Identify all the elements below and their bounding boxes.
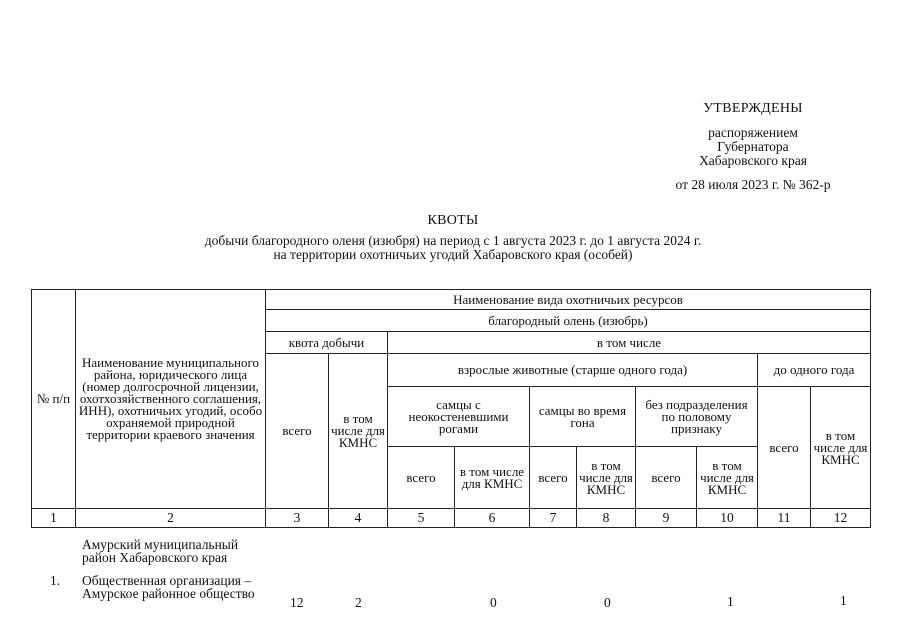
header-unossified-kmns: в том числе для КМНС (455, 447, 530, 509)
row-number: 1. (50, 573, 61, 588)
header-resource-type: Наименование вида охотничьих ресурсов (266, 290, 871, 310)
header-no-sex-kmns: в том числе для КМНС (697, 447, 758, 509)
header-rut-kmns: в том числе для КМНС (577, 447, 636, 509)
column-number: 9 (636, 509, 697, 528)
title-line-2: на территории охотничьих угодий Хабаровского края (особей) (273, 247, 633, 262)
approval-date: от 28 июля 2023 г. № 362-р (675, 177, 831, 192)
header-males-rut: самцы во время гона (530, 387, 636, 447)
header-adults: взрослые животные (старше одного года) (388, 354, 758, 387)
column-number: 11 (758, 509, 811, 528)
row-value-col6: 0 (490, 595, 497, 610)
column-number: 10 (697, 509, 758, 528)
header-quota-kmns: в том числе для КМНС (329, 354, 388, 509)
header-under-one-kmns: в том числе для КМНС (811, 387, 871, 509)
row-name: Общественная организация – Амурское районное общество (82, 573, 255, 601)
quota-table (31, 289, 871, 528)
header-quota: квота добычи (266, 332, 388, 354)
approval-line-1: распоряжением (708, 125, 798, 140)
column-number: 12 (811, 509, 871, 528)
title-line-1: добычи благородного оленя (изюбря) на период с 1 августа 2023 г. до 1 августа 2024 г. (204, 233, 702, 248)
header-quota-total: всего (266, 354, 329, 509)
column-number: 2 (76, 509, 266, 528)
row-value-col12: 1 (840, 593, 847, 608)
approval-line-3: Хабаровского края (699, 153, 807, 168)
approval-block (668, 102, 838, 192)
column-number: 7 (530, 509, 577, 528)
header-species: благородный олень (изюбрь) (266, 310, 871, 332)
column-number: 8 (577, 509, 636, 528)
column-number: 1 (32, 509, 76, 528)
row-value-col10: 1 (727, 594, 734, 609)
header-no-sex: без подразделения по половому признаку (636, 387, 758, 447)
header-under-one-total: всего (758, 387, 811, 509)
column-number: 4 (329, 509, 388, 528)
header-unossified-total: всего (388, 447, 455, 509)
header-rut-total: всего (530, 447, 577, 509)
header-males-unossified: самцы с неокостеневшими рогами (388, 387, 530, 447)
approval-line-2: Губернатора (717, 139, 789, 154)
column-number: 3 (266, 509, 329, 528)
title-heading: КВОТЫ (427, 213, 479, 228)
header-including: в том числе (388, 332, 871, 354)
header-no-sex-total: всего (636, 447, 697, 509)
column-number: 5 (388, 509, 455, 528)
header-num: № п/п (32, 290, 76, 509)
district-name: Амурский муниципальный район Хабаровского края (82, 537, 239, 565)
header-under-one: до одного года (758, 354, 871, 387)
column-number: 6 (455, 509, 530, 528)
row-value-col3: 12 (290, 595, 304, 610)
row-value-col8: 0 (604, 595, 611, 610)
approval-heading: УТВЕРЖДЕНЫ (703, 101, 803, 116)
row-value-col4: 2 (355, 595, 362, 610)
document-title (0, 214, 906, 262)
header-name: Наименование муниципального района, юридического лица (номер долгосрочной лицензии, охотхозяйственного соглашения, ИНН), охотничьих угодий, особо охраняемой природной территории краевого значения (76, 290, 266, 509)
